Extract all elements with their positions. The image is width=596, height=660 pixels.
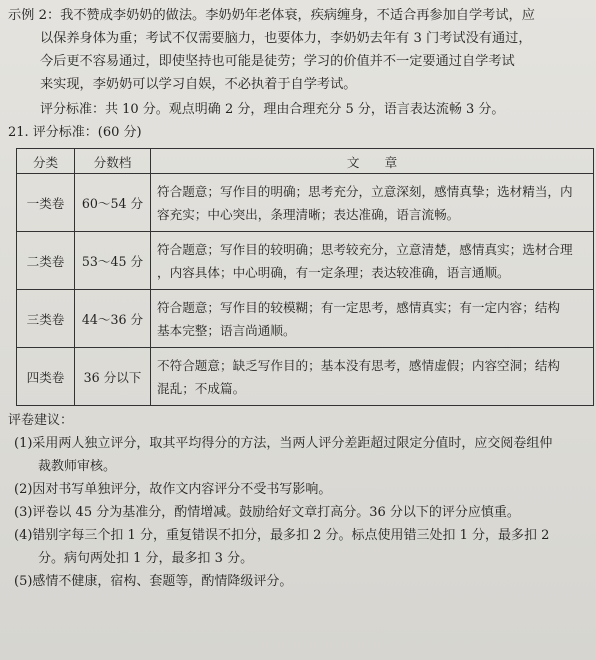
row-score: 36 分以下 [75,348,151,406]
row-description: 符合题意；写作目的明确；思考充分，立意深刻，感情真挚；选材精当，内 容充实；中心突出，条理清晰；表达准确，语言流畅。 [151,174,594,232]
table-row [17,174,594,232]
table-row [17,232,594,290]
example-line-1: 示例 2：我不赞成李奶奶的做法。李奶奶年老体衰，疾病缠身，不适合再参加自学考试，应 [8,8,535,23]
row-category: 二类卷 [17,232,75,290]
grading-suggestions-title: 评卷建议： [8,413,74,428]
table-header-row [17,149,594,174]
row-category: 一类卷 [17,174,75,232]
header-essay: 文 章 [151,149,594,174]
row-score: 44～36 分 [75,290,151,348]
row-category: 三类卷 [17,290,75,348]
list-item: (2)因对书写单独评分，故作文内容评分不受书写影响。 [14,482,332,497]
example-line-2: 以保养身体为重；考试不仅需要脑力，也要体力，李奶奶去年有 3 门考试没有通过， [40,31,532,46]
row-description: 不符合题意；缺乏写作目的；基本没有思考，感情虚假；内容空洞；结构 混乱；不成篇。 [151,348,594,406]
row-category: 四类卷 [17,348,75,406]
table-row [17,290,594,348]
grading-suggestions-list [8,432,582,593]
row-score: 53～45 分 [75,232,151,290]
table-row [17,348,594,406]
row-description: 符合题意；写作目的较模糊；有一定思考，感情真实；有一定内容；结构 基本完整；语言尚通顺。 [151,290,594,348]
list-item: (5)感情不健康，宿构、套题等，酌情降级评分。 [14,574,293,589]
row-score: 60～54 分 [75,174,151,232]
header-category: 分类 [17,149,75,174]
header-score-band: 分数档 [75,149,151,174]
list-item: (4)错别字每三个扣 1 分，重复错误不扣分，最多扣 2 分。标点使用错三处扣 1 分，最多扣 2 分。病句两处扣 1 分，最多扣 3 分。 [14,528,550,566]
list-item: (1)采用两人独立评分，取其平均得分的方法，当两人评分差距超过限定分值时，应交阅卷组仲 裁教师审核。 [14,436,553,474]
row-description: 符合题意；写作目的较明确；思考较充分，立意清楚，感情真实；选材合理 ，内容具体；中心明确，有一定条理；表达较准确，语言通顺。 [151,232,594,290]
example-line-3: 今后更不容易通过，即使坚持也可能是徒劳；学习的价值并不一定要通过自学考试 [40,54,515,69]
question-21-title: 21. 评分标准：(60 分) [8,125,142,140]
example-scoring-standard: 评分标准：共 10 分。观点明确 2 分，理由合理充分 5 分，语言表达流畅 3 分。 [40,102,505,117]
example-line-4: 来实现，李奶奶可以学习自娱，不必执着于自学考试。 [40,77,357,92]
list-item: (3)评卷以 45 分为基准分，酌情增减。鼓励给好文章打高分。36 分以下的评分应慎重。 [14,505,520,520]
scoring-table [16,148,594,406]
example-2-block [8,4,582,122]
